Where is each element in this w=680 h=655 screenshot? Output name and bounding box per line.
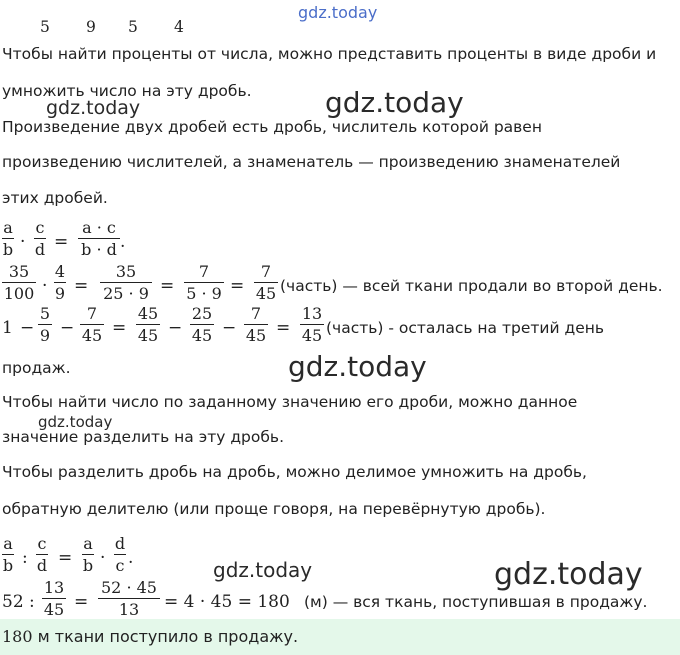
fraction: 7 45 xyxy=(245,304,267,345)
fraction: a · c b · d xyxy=(78,218,120,259)
answer-number: 180 xyxy=(2,627,33,646)
operator: : xyxy=(22,548,28,568)
rule-text: Чтобы найти проценты от числа, можно представить проценты в виде дроби и xyxy=(2,45,657,63)
fraction: 7 5 · 9 xyxy=(184,262,224,303)
operator: · xyxy=(42,276,48,296)
operator: · xyxy=(100,548,106,568)
operator: = xyxy=(74,276,89,296)
operator: . xyxy=(128,548,134,568)
answer-label: м ткани поступило в продажу. xyxy=(37,627,299,646)
fraction: 35 100 xyxy=(3,262,35,303)
rule-text: обратную делителю (или проще говоря, на перевёрнутую дробь). xyxy=(2,500,546,518)
calculation-note-continued: продаж. xyxy=(2,359,71,377)
operator: = xyxy=(160,276,175,296)
top-digit: 9 xyxy=(86,18,96,36)
rule-text: этих дробей. xyxy=(2,189,108,207)
watermark: gdz.today xyxy=(38,413,113,431)
operator: = xyxy=(276,318,291,338)
operator: − xyxy=(60,318,75,338)
top-digit: 5 xyxy=(128,18,138,36)
calculation-note: (часть) — всей ткани продали во второй день. xyxy=(280,277,663,295)
operator: = xyxy=(112,318,127,338)
operator: = xyxy=(230,276,245,296)
fraction: a b xyxy=(82,534,94,575)
watermark: gdz.today xyxy=(325,86,464,119)
watermark: gdz.today xyxy=(46,97,141,119)
fraction: 7 45 xyxy=(81,304,103,345)
operator: − xyxy=(222,318,237,338)
operator: − xyxy=(168,318,183,338)
answer-text xyxy=(2,627,298,646)
rule-text: значение разделить на эту дробь. xyxy=(2,428,284,446)
operator: . xyxy=(120,232,126,252)
fraction: 13 45 xyxy=(301,304,323,345)
answer-banner xyxy=(0,619,680,655)
operator: = xyxy=(58,548,73,568)
number: 52 : xyxy=(2,592,35,612)
fraction: c d xyxy=(34,218,46,259)
result: = 4 · 45 = 180 xyxy=(164,592,290,612)
rule-text: произведению числителей, а знаменатель — произведению знаменателей xyxy=(2,153,621,171)
top-digit: 5 xyxy=(40,18,50,36)
watermark: gdz.today xyxy=(213,558,313,582)
fraction: 13 45 xyxy=(43,578,65,619)
fraction: 45 45 xyxy=(137,304,159,345)
calculation-note: (часть) - осталась на третий день xyxy=(326,319,604,337)
calculation-note: (м) — вся ткань, поступившая в продажу. xyxy=(304,593,648,611)
fraction: 52 · 45 13 xyxy=(98,578,160,619)
rule-text: умножить число на эту дробь. xyxy=(2,82,252,100)
fraction: 25 45 xyxy=(191,304,213,345)
fraction: 4 9 xyxy=(54,262,66,303)
fraction: a b xyxy=(2,218,14,259)
fraction: d c xyxy=(114,534,126,575)
operator: − xyxy=(20,318,35,338)
rule-text: Произведение двух дробей есть дробь, числитель которой равен xyxy=(2,118,542,136)
fraction: 35 25 · 9 xyxy=(100,262,152,303)
rule-text: Чтобы найти число по заданному значению его дроби, можно данное xyxy=(2,393,578,411)
watermark-header: gdz.today xyxy=(298,3,378,22)
operator: = xyxy=(74,592,89,612)
top-digit: 4 xyxy=(174,18,184,36)
fraction: a b xyxy=(2,534,14,575)
fraction: 7 45 xyxy=(255,262,277,303)
number: 1 xyxy=(2,318,13,338)
watermark: gdz.today xyxy=(288,350,427,383)
rule-text: Чтобы разделить дробь на дробь, можно делимое умножить на дробь, xyxy=(2,463,587,481)
fraction: c d xyxy=(36,534,48,575)
operator: · xyxy=(20,232,26,252)
operator: = xyxy=(54,232,69,252)
watermark: gdz.today xyxy=(494,557,643,592)
fraction: 5 9 xyxy=(39,304,51,345)
